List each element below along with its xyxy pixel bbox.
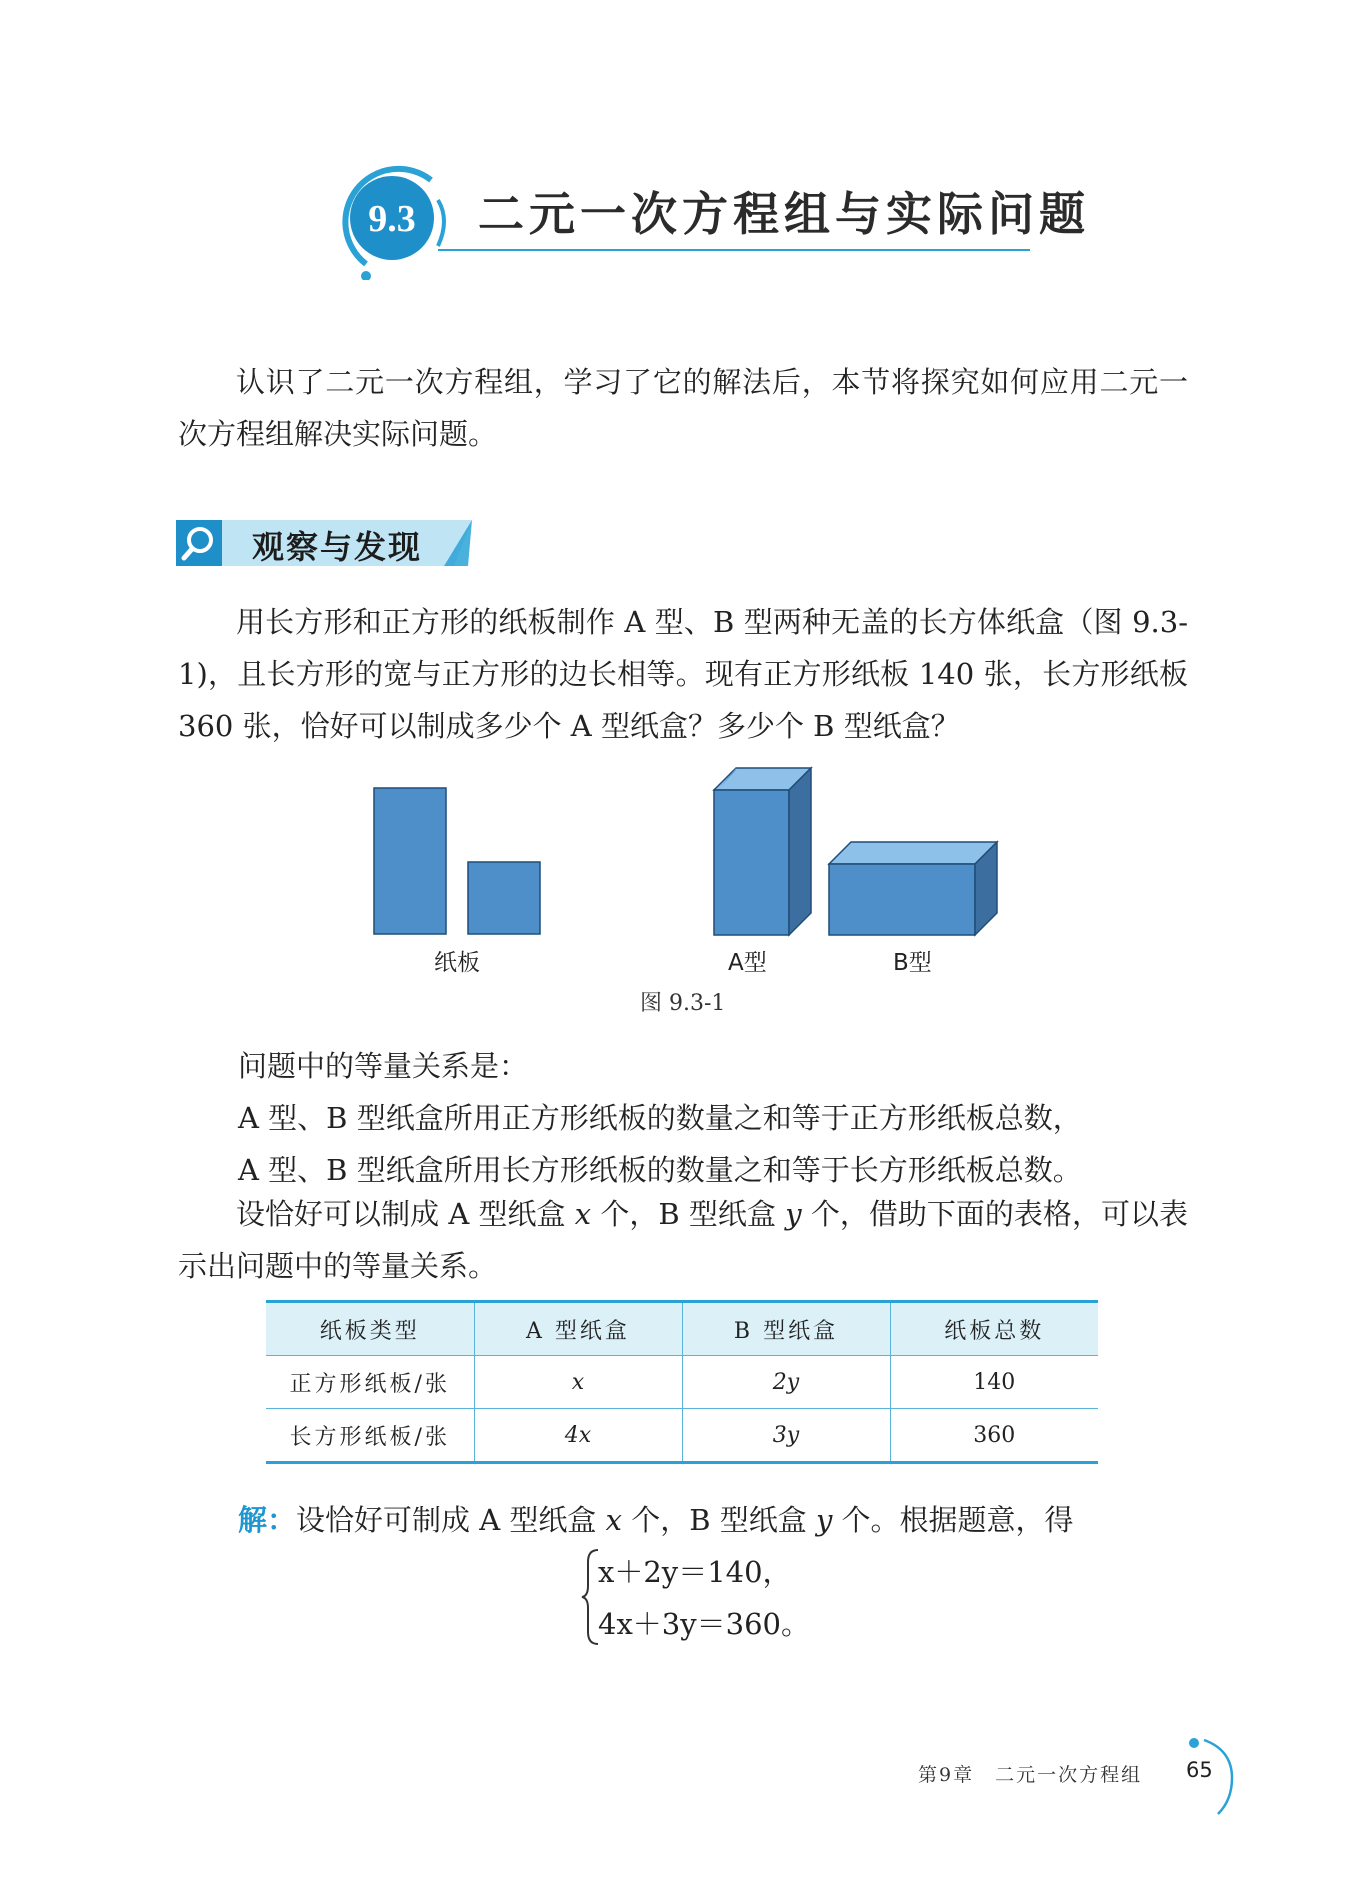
solution-prefix: 解： xyxy=(238,1503,297,1537)
solution-text-2: 个，B 型纸盒 xyxy=(621,1503,816,1537)
relation-line-2: A 型、B 型纸盒所用长方形纸板的数量之和等于长方形纸板总数。 xyxy=(238,1153,1082,1187)
section-number: 9.3 xyxy=(368,198,416,240)
intro-paragraph: 认识了二元一次方程组，学习了它的解法后，本节将探究如何应用二元一次方程组解决实际问题。 xyxy=(178,365,1188,451)
var-x: x xyxy=(574,1197,592,1231)
footer-chapter: 第9章 二元一次方程组 xyxy=(918,1764,1143,1786)
equation-2: 4x＋3y＝360。 xyxy=(598,1607,810,1641)
figure-label-a: A型 xyxy=(728,950,767,976)
equation-1: x＋2y＝140， xyxy=(598,1555,792,1589)
table-header-cell: 纸板总数 xyxy=(890,1302,1098,1356)
solution-text-3: 个。根据题意，得 xyxy=(832,1503,1074,1537)
table-cell: 4x xyxy=(474,1409,682,1463)
table-cell: 3y xyxy=(682,1409,890,1463)
table-header-cell: 纸板类型 xyxy=(266,1302,474,1356)
let-text-1: 设恰好可以制成 A 型纸盒 xyxy=(236,1197,575,1231)
let-text-3: 个，借助下面的表格，可以表示出问题中的等量关系。 xyxy=(178,1197,1188,1283)
section-title-underline xyxy=(438,246,1030,254)
table-cell: 长方形纸板/张 xyxy=(266,1409,474,1463)
box-a-drawing xyxy=(714,768,811,935)
table-header-row xyxy=(266,1302,1098,1356)
relation-line-1: A 型、B 型纸盒所用正方形纸板的数量之和等于正方形纸板总数， xyxy=(238,1101,1082,1135)
table-header-cell: B 型纸盒 xyxy=(682,1302,890,1356)
page-number: 65 xyxy=(1186,1758,1213,1782)
table-row xyxy=(266,1409,1098,1463)
table-cell: 360 xyxy=(890,1409,1098,1463)
relations-heading: 问题中的等量关系是： xyxy=(238,1049,529,1083)
solution-var-y: y xyxy=(815,1503,833,1537)
table-cell: x xyxy=(474,1356,682,1409)
figure-label-b: B型 xyxy=(893,950,932,976)
section-number-badge xyxy=(326,160,486,280)
observe-title: 观察与发现 xyxy=(252,528,423,566)
table-header-cell: A 型纸盒 xyxy=(474,1302,682,1356)
figure-caption: 图 9.3-1 xyxy=(640,991,726,1016)
problem-paragraph: 用长方形和正方形的纸板制作 A 型、B 型两种无盖的长方体纸盒（图 9.3-1)，且长方形的宽与正方形的边长相等。现有正方形纸板 140 张，长方形纸板 360 张，恰好可以制成多少个 A 型纸盒？多少个 B 型纸盒？ xyxy=(178,605,1188,743)
var-y: y xyxy=(785,1197,802,1231)
solution-line xyxy=(238,1494,1074,1546)
square-board xyxy=(468,862,540,934)
section-title: 二元一次方程组与实际问题 xyxy=(478,187,1090,241)
let-variables-paragraph xyxy=(178,1188,1188,1292)
figure-label-board: 纸板 xyxy=(434,950,480,976)
board-usage-table xyxy=(266,1300,1098,1464)
solution-var-x: x xyxy=(605,1503,622,1537)
table-cell: 140 xyxy=(890,1356,1098,1409)
rectangle-board xyxy=(374,788,446,934)
table-cell: 2y xyxy=(682,1356,890,1409)
table-row xyxy=(266,1356,1098,1409)
table-cell: 正方形纸板/张 xyxy=(266,1356,474,1409)
box-b-drawing xyxy=(829,842,997,935)
solution-text-1: 设恰好可制成 A 型纸盒 xyxy=(296,1503,606,1537)
let-text-2: 个，B 型纸盒 xyxy=(591,1197,786,1231)
